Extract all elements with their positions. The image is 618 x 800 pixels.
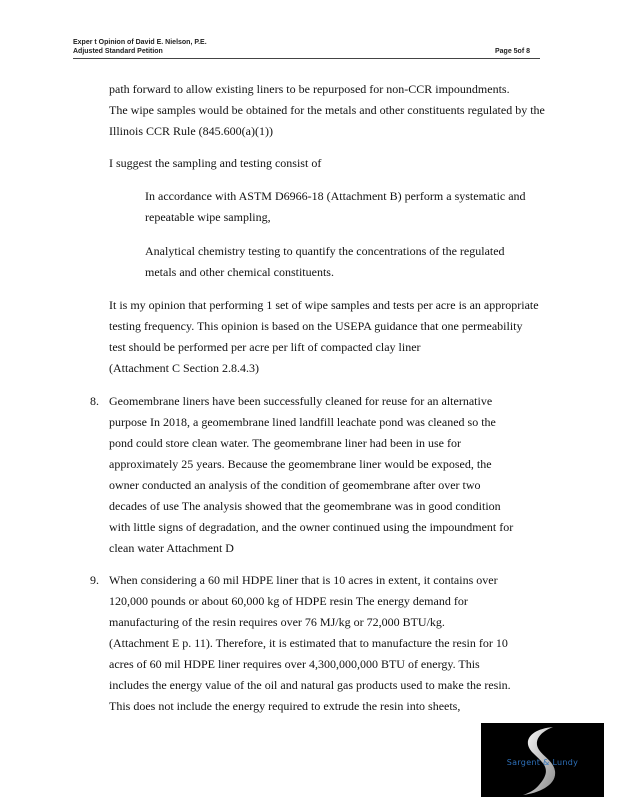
company-logo	[481, 723, 604, 797]
page-number: Page 5of 8	[494, 48, 530, 55]
list-item-line: manufacturing of the resin requires over 76 MJ/kg or 72,000 BTU/kg.	[109, 615, 445, 629]
bullet-line: repeatable wipe sampling,	[145, 210, 271, 224]
list-item-line: includes the energy value of the oil and natural gas products used to make the resin.	[109, 678, 511, 692]
list-item-line: with little signs of degradation, and the owner continued using the impoundment for	[109, 520, 514, 534]
paragraph-line: testing frequency. This opinion is based on the USEPA guidance that one permeability	[109, 319, 523, 333]
list-item-line: Geomembrane liners have been successfully cleaned for reuse for an alternative	[109, 394, 493, 408]
list-item-line: acres of 60 mil HDPE liner requires over 4,300,000,000 BTU of energy. This	[109, 657, 480, 671]
list-number: 9.	[90, 573, 99, 587]
logo-wordmark: Sargent & Lundy	[506, 758, 579, 767]
list-item-line: 120,000 pounds or about 60,000 kg of HDPE resin The energy demand for	[109, 594, 468, 608]
paragraph-line: The wipe samples would be obtained for the metals and other constituents regulated by the	[109, 103, 545, 117]
list-number: 8.	[90, 394, 99, 408]
list-item-line: pond could store clean water. The geomembrane liner had been in use for	[109, 436, 461, 450]
paragraph-line: It is my opinion that performing 1 set of wipe samples and tests per acre is an appropriate	[109, 298, 539, 312]
header-subtitle: Adjusted Standard Petition	[73, 48, 163, 55]
header-divider	[73, 58, 540, 59]
paragraph-line: path forward to allow existing liners to be repurposed for non-CCR impoundments.	[109, 82, 510, 96]
paragraph-line: Illinois CCR Rule (845.600(a)(1))	[109, 124, 273, 138]
list-item-line: (Attachment E p. 11). Therefore, it is estimated that to manufacture the resin for 10	[109, 636, 508, 650]
bullet-line: In accordance with ASTM D6966-18 (Attachment B) perform a systematic and	[145, 189, 526, 203]
header-title: Exper t Opinion of David E. Nielson, P.E.	[73, 39, 207, 46]
list-item-line: purpose In 2018, a geomembrane lined landfill leachate pond was cleaned so the	[109, 415, 496, 429]
list-item-line: clean water Attachment D	[109, 541, 234, 555]
list-item-line: decades of use The analysis showed that the geomembrane was in good condition	[109, 499, 501, 513]
bullet-line: Analytical chemistry testing to quantify the concentrations of the regulated	[145, 244, 505, 258]
list-item-line: When considering a 60 mil HDPE liner that is 10 acres in extent, it contains over	[109, 573, 498, 587]
list-item-line: This does not include the energy required to extrude the resin into sheets,	[109, 699, 461, 713]
document-header	[73, 38, 207, 56]
list-item-line: approximately 25 years. Because the geomembrane liner would be exposed, the	[109, 457, 492, 471]
paragraph-line: (Attachment C Section 2.8.4.3)	[109, 361, 259, 375]
bullet-line: metals and other chemical constituents.	[145, 265, 334, 279]
paragraph-line: test should be performed per acre per lift of compacted clay liner	[109, 340, 421, 354]
paragraph-line: I suggest the sampling and testing consist of	[109, 156, 322, 170]
list-item-line: owner conducted an analysis of the condition of geomembrane after over two	[109, 478, 481, 492]
